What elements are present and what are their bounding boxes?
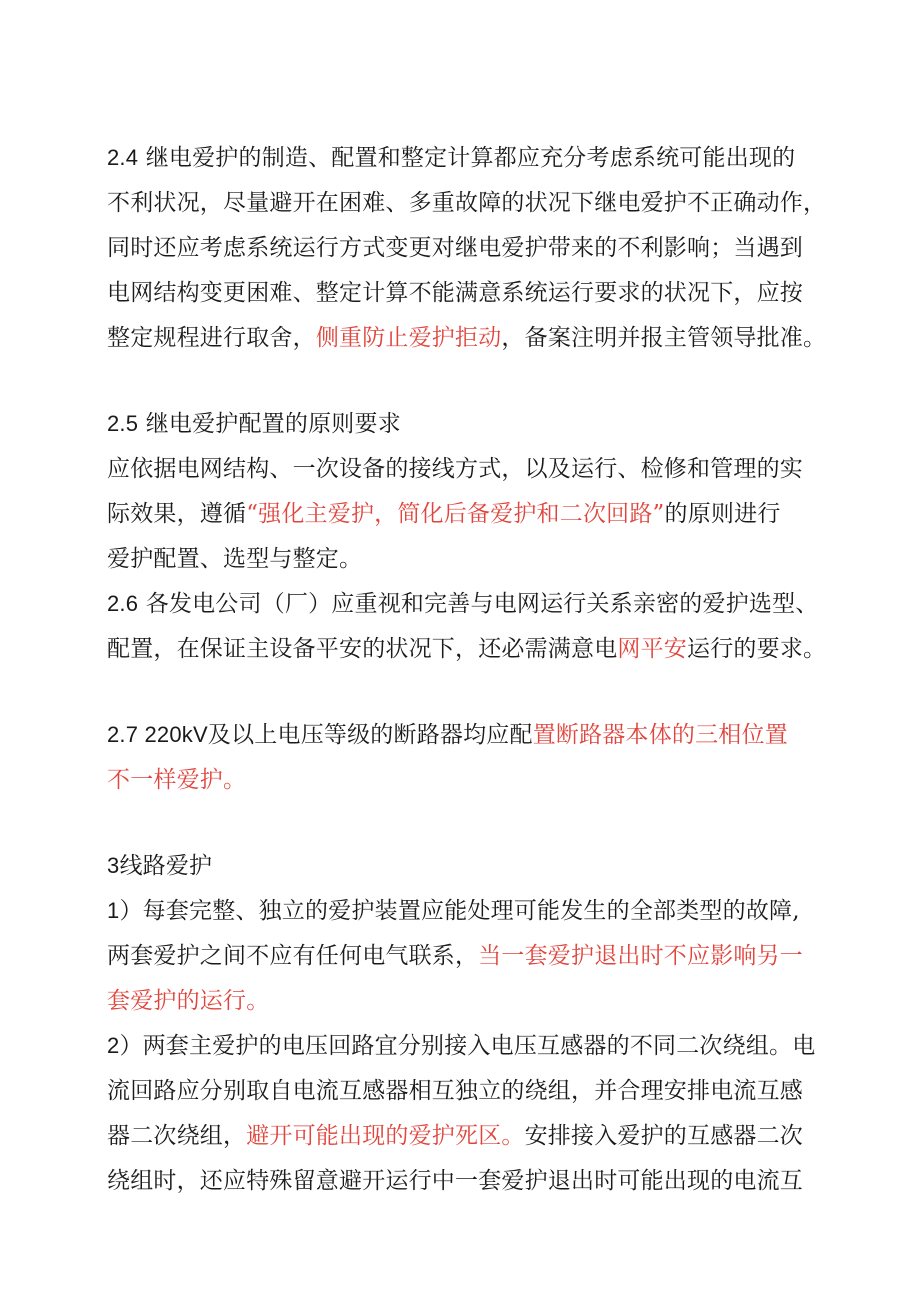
s25-line-3-b: 的原则进行 [664, 501, 781, 527]
s24-highlight: 侧重防止爱护拒动 [315, 325, 502, 351]
s3-p1-line-2-a: 两套爱护之间不应有任何电气联系， [107, 943, 479, 969]
s26-number: 2.6 [107, 591, 139, 616]
s25-heading-text: 继电爱护配置的原则要求 [138, 411, 401, 437]
s27-highlight-2: 不一样爱护。 [107, 767, 247, 793]
s27-number: 2.7 [107, 722, 139, 747]
s3-p1-line-3 [107, 985, 907, 1017]
s3-p1-highlight-1: 当一套爱护退出时不应影响另一 [478, 943, 804, 969]
s3-number: 3 [107, 853, 120, 878]
s24-line-4: 电网结构变更困难、整定计算不能满意系统运行要求的状况下，应按 [107, 280, 803, 306]
s25-heading [107, 408, 907, 440]
s27-line-1-text: 及以上电压等级的断路器均应配 [207, 722, 533, 748]
s25-line-3-a: 际效果，遵循 [107, 501, 247, 527]
s24-line-1 [107, 142, 907, 174]
s24-line-5 [107, 322, 907, 354]
s24-number: 2.4 [107, 145, 139, 170]
s3-p2-line-2: 流回路应分别取自电流互感器相互独立的绕组，并合理安排电流互感 [107, 1078, 803, 1104]
s3-p1-line-2 [107, 940, 907, 972]
s3-p2-highlight: 避开可能出现的爱护死区。 [246, 1123, 525, 1149]
s27-voltage: 220kV [138, 722, 208, 747]
s25-number: 2.5 [107, 411, 139, 436]
s3-p2-number: 2 [107, 1033, 120, 1058]
s26-line-2 [107, 633, 907, 665]
s3-p1-line-1 [107, 895, 907, 927]
s3-p2-line-3-b: 安排接入爱护的互感器二次 [524, 1123, 804, 1149]
s3-p2-line-3 [107, 1120, 907, 1152]
s24-line-1-text: 继电爱护的制造、配置和整定计算都应充分考虑系统可能出现的 [138, 145, 796, 171]
s3-p2-line-1 [107, 1030, 907, 1062]
s3-p2-line-4: 绕组时，还应特殊留意避开运行中一套爱护退出时可能出现的电流互 [107, 1168, 803, 1194]
s25-line-3 [107, 498, 907, 530]
s24-line-5-b: ，备案注明并报主管领导批准。 [501, 325, 827, 351]
s3-p2-line-1-text: ）两套主爱护的电压回路宜分别接入电压互感器的不同二次绕组。电 [119, 1033, 816, 1059]
s3-title-text: 线路爱护 [119, 853, 213, 879]
s3-title [107, 850, 907, 882]
s3-p1-highlight-2: 套爱护的运行。 [107, 988, 270, 1014]
s25-line-2: 应依据电网结构、一次设备的接线方式，以及运行、检修和管理的实 [107, 456, 803, 482]
s26-line-1-text: 各发电公司（厂）应重视和完善与电网运行关系亲密的爱护选型、 [138, 591, 819, 617]
s26-highlight: 网平安 [617, 636, 688, 662]
s26-line-2-b: 运行的要求。 [687, 636, 827, 662]
s27-line-1 [107, 719, 907, 751]
s26-line-2-a: 配置，在保证主设备平安的状况下，还必需满意电 [107, 636, 618, 662]
s24-line-3: 同时还应考虑系统运行方式变更对继电爱护带来的不利影响；当遇到 [107, 235, 803, 261]
s25-line-4: 爱护配置、选型与整定。 [107, 546, 363, 572]
s3-p1-number: 1 [107, 898, 120, 923]
s25-highlight: “强化主爱护，简化后备爱护和二次回路” [246, 501, 665, 527]
s24-line-2: 不利状况，尽量避开在困难、多重故障的状况下继电爱护不正确动作， [107, 190, 827, 216]
s27-line-2 [107, 764, 907, 796]
s3-p2-line-3-a: 器二次绕组， [107, 1123, 247, 1149]
s24-line-5-a: 整定规程进行取舍， [107, 325, 316, 351]
s3-p1-line-1-text: ）每套完整、独立的爱护装置应能处理可能发生的全部类型的故障, [119, 898, 800, 924]
s27-highlight-1: 置断路器本体的三相位置 [532, 722, 788, 748]
s26-line-1 [107, 588, 907, 620]
